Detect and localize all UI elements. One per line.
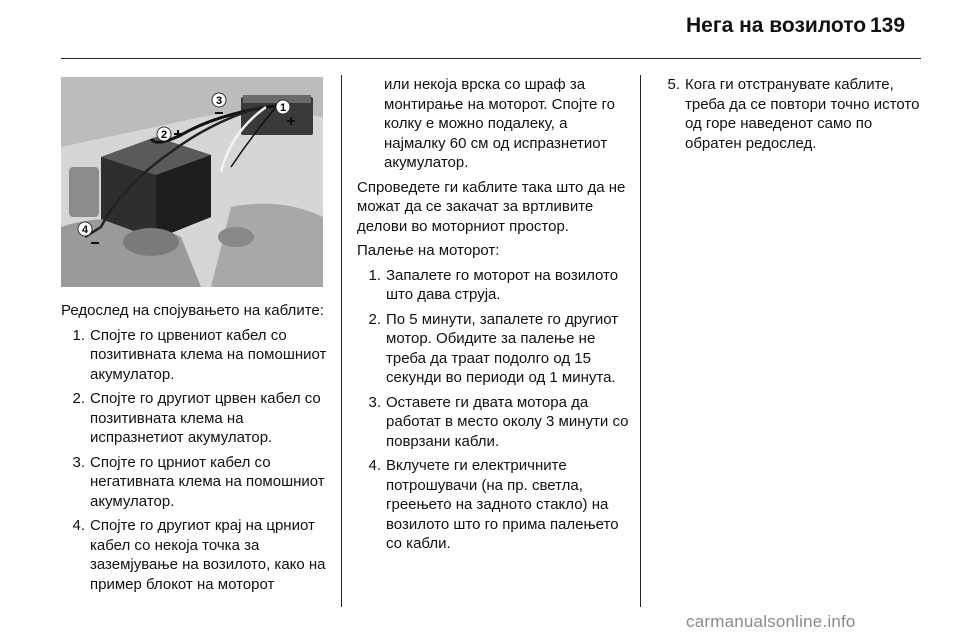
connection-steps — [61, 326, 336, 595]
callout-2 — [157, 127, 171, 141]
continuation-text: или некоја врска со шраф за монтирање на моторот. Спојте го колку е можно подалеку, а најмалку 60 см од испразнетиот акумулатор. — [384, 76, 615, 171]
callout-1 — [276, 100, 290, 114]
list-item: 5. Кога ги отстранувате каблите, треба да се повтори точно истото од горе наведенот само по обратен редослед. — [667, 76, 920, 152]
engine-bay-illustration — [61, 77, 323, 287]
start-steps — [357, 266, 629, 554]
list-item: 2. По 5 минути, запалете го другиот мотор. Обидите за палење не треба да траат подолго од 15 секунди во периоди од 1 минута. — [368, 310, 619, 386]
column-2 — [357, 75, 629, 559]
page-number: 139 — [870, 14, 906, 37]
list-item: 1. Спојте го црвениот кабел со позитивната клема на помошниот акумулатор. — [72, 326, 327, 383]
intro-text: Редослед на спојувањето на каблите: — [61, 302, 324, 319]
svg-text:3: 3 — [215, 95, 223, 107]
list-item: 3. Спојте го црниот кабел со негативната клема на помошниот акумулатор. — [72, 453, 325, 510]
list-item: 4. Вклучете ги електричните потрошувачи (на пр. светла, греењето на задното стакло) на возилото што го прима палењето со кабли. — [368, 457, 619, 552]
start-heading: Палење на моторот: — [357, 242, 500, 259]
jump-start-figure — [61, 77, 323, 287]
column-divider-2 — [640, 75, 641, 607]
svg-text:4: 4 — [81, 224, 89, 236]
column-1 — [61, 301, 336, 599]
column-divider-1 — [341, 75, 342, 607]
list-item: 3. Оставете ги двата мотора да работат в место околу 3 минути со поврзани кабли. — [368, 393, 629, 450]
list-item: 4. Спојте го другиот крај на црниот кабел со некоја точка за заземјување на возилото, како на пример блокот на моторот — [72, 517, 326, 593]
callout-3 — [212, 93, 226, 107]
watermark: carmanualsonline.info — [686, 612, 856, 631]
svg-text:2: 2 — [160, 129, 168, 141]
column-3 — [662, 75, 924, 158]
header-title: Нега на возилото — [686, 14, 867, 37]
svg-text:1: 1 — [279, 102, 287, 114]
list-item: 2. Спојте го другиот црвен кабел со позитивната клема на испразнетиот акумулатор. — [72, 390, 321, 446]
header-rule — [61, 58, 921, 59]
callout-4 — [78, 222, 92, 236]
removal-steps — [662, 75, 924, 153]
cable-routing-text: Спроведете ги каблите така што да не можат да се закачат за вртливите делови во моторниот простор. — [357, 178, 626, 235]
list-item: 1. Запалете го моторот на возилото што дава струја. — [368, 266, 619, 303]
